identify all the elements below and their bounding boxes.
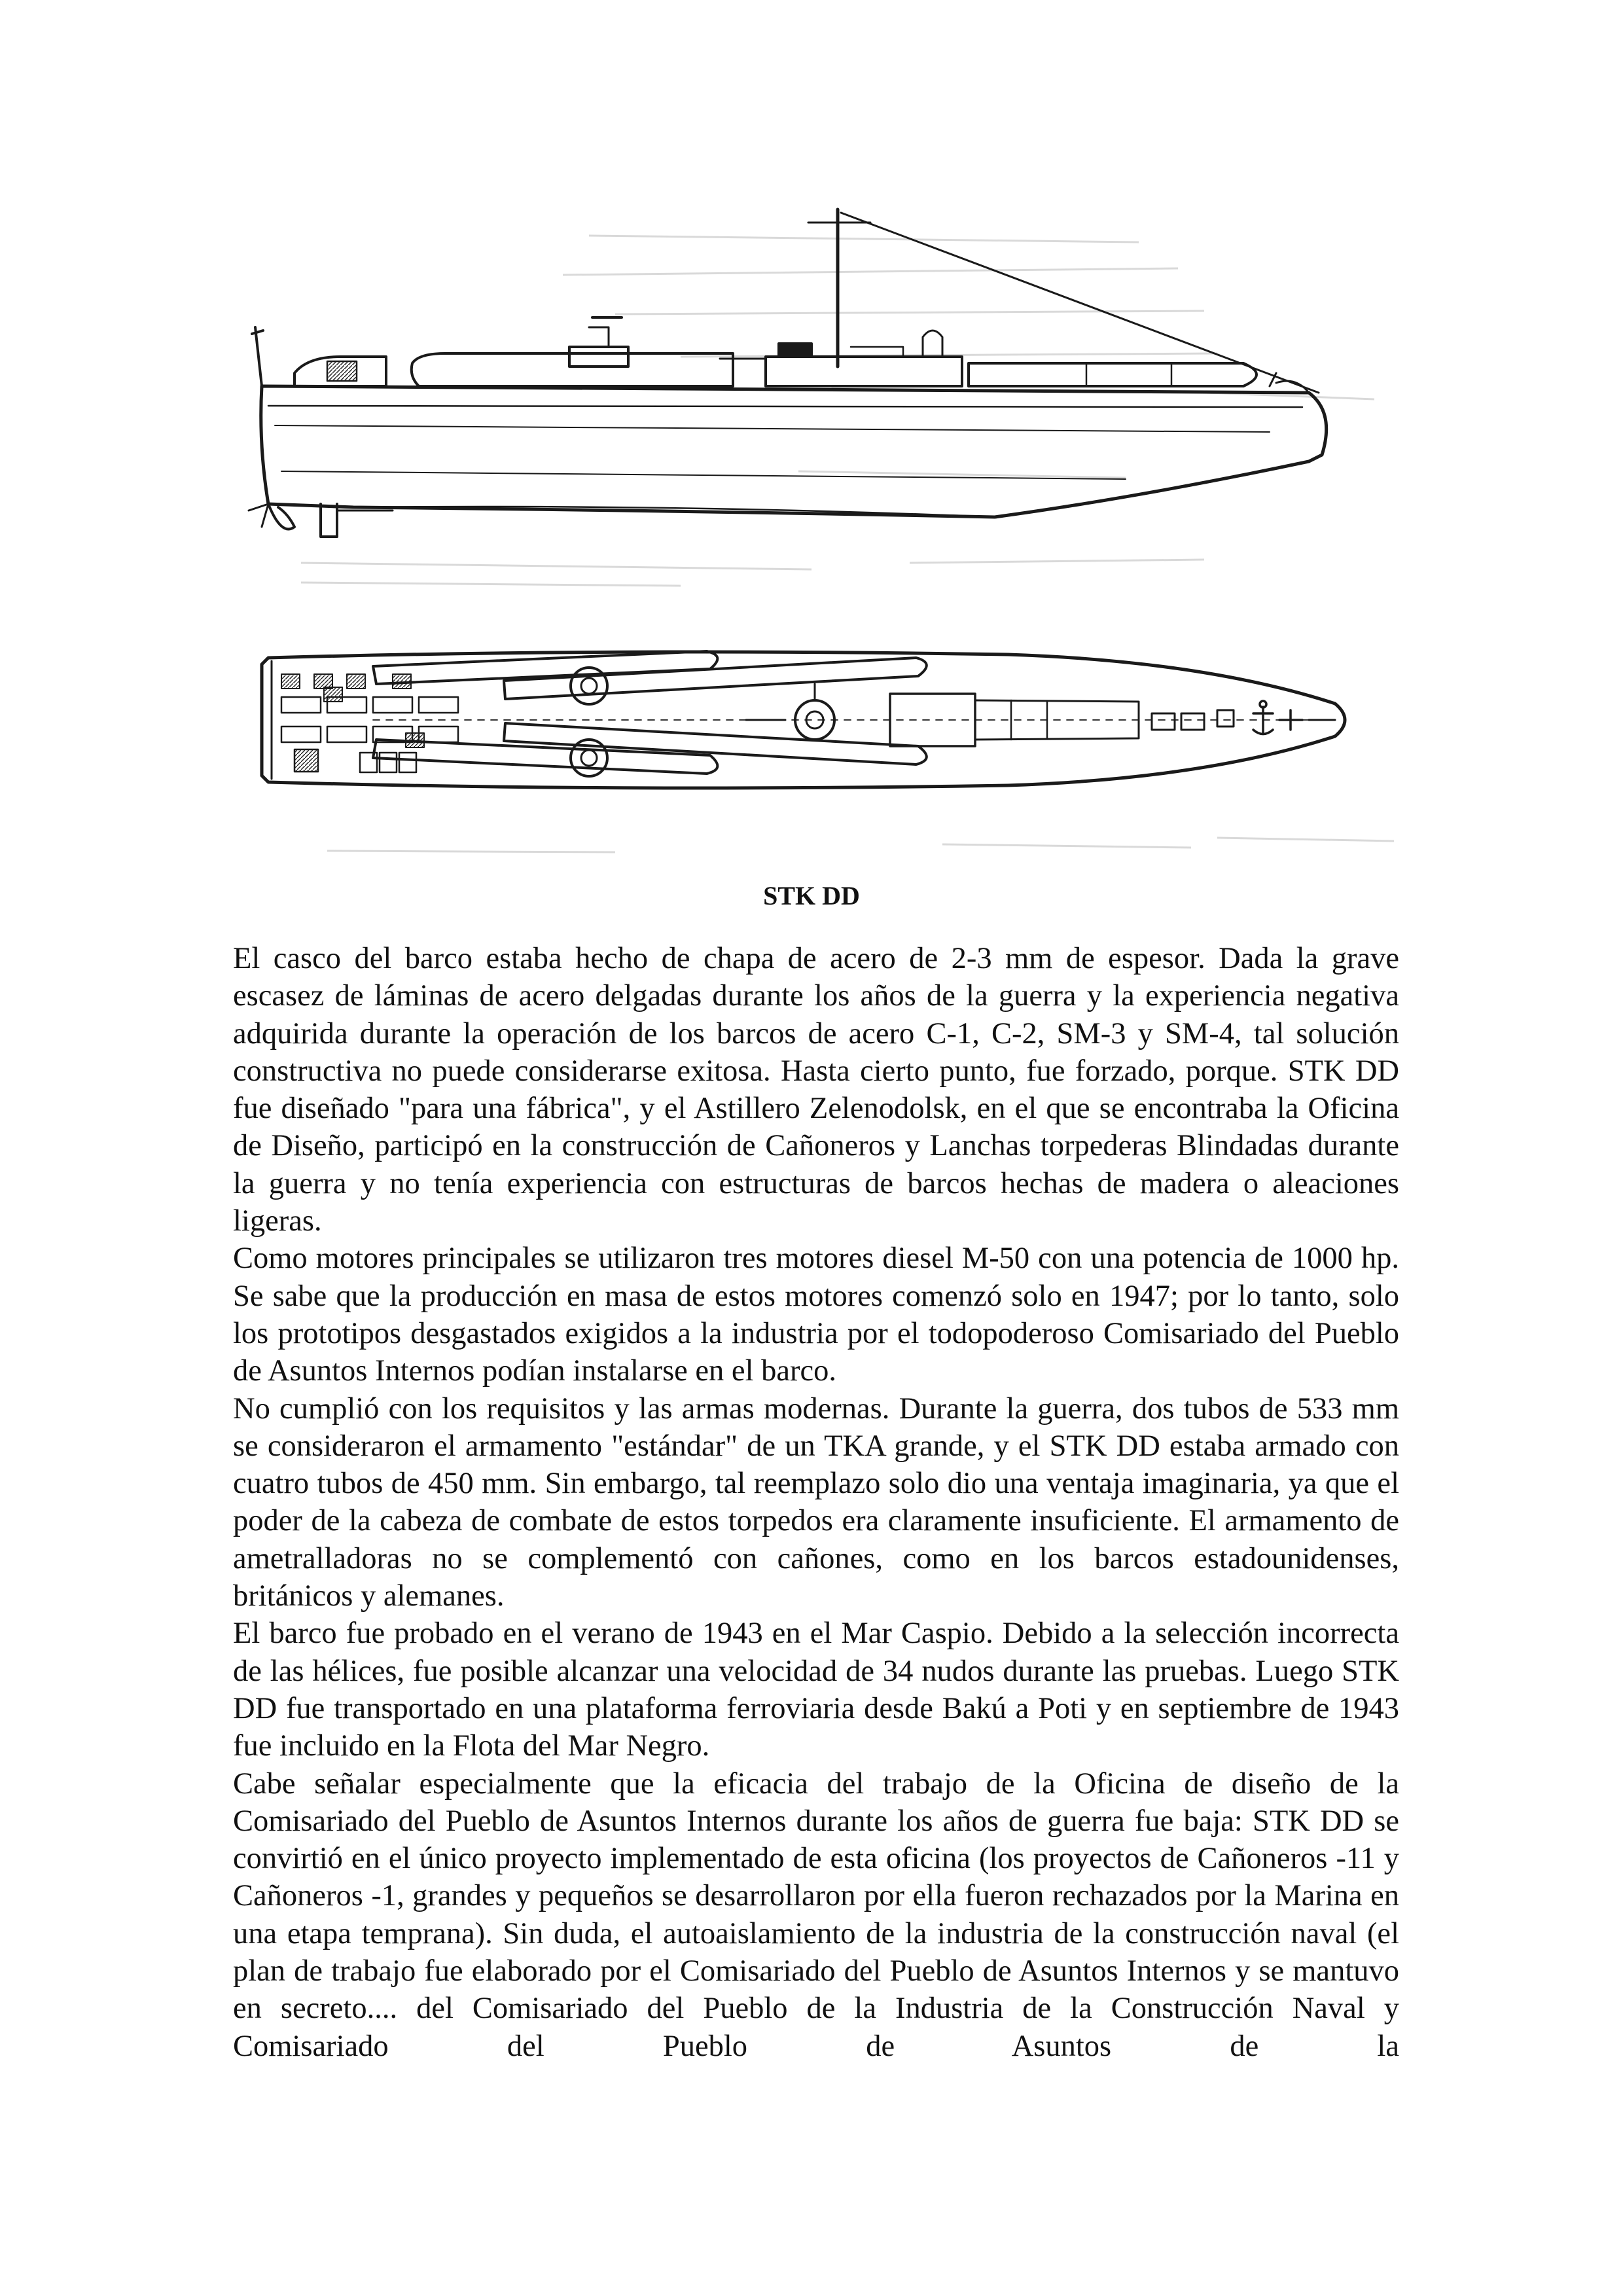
paragraph-5: Cabe señalar especialmente que la eficacia del trabajo de la Oficina de diseño de la Comisariado del Pueblo de Asuntos Internos durante los años de guerra fue baja: STK DD se convirtió en el único proyecto implementado de esta oficina (los proyectos de Cañoneros -11 y Cañoneros -1, grandes y pequeños se desarrollaron por ella fueron rechazados por la Marina en una etapa temprana). Sin duda, el autoaislamiento de la industria de la construcción naval (el plan de trabajo fue elaborado por el Comisariado del Pueblo de Asuntos Internos y se mantuvo en secreto.... del Comisariado del Pueblo de la Industria de la Construcción Naval y Comisariado del Pueblo de Asuntos de la bbox=[233, 1767, 1399, 2063]
paragraph-3: No cumplió con los requisitos y las armas modernas. Durante la guerra, dos tubos de 533 mm se consideraron el armamento "estándar" de un TKA grande, y el STK DD estaba armado con cuatro tubos de 450 mm. Sin embargo, tal reemplazo solo dio una ventaja imaginaria, ya que el poder de la cabeza de combate de estos torpedos era claramente insuficiente. El armamento de ametralladoras no se complementó con cañones, como en los barcos estadounidenses, británicos y alemanes. bbox=[233, 1391, 1399, 1613]
figure-caption: STK DD bbox=[763, 881, 860, 910]
torpedo-tube-plan-4 bbox=[504, 723, 927, 764]
body-text bbox=[233, 940, 1399, 2065]
forward-hatches bbox=[1152, 713, 1204, 730]
torpedo-tube-side-aft bbox=[412, 353, 733, 386]
torpedo-tube-side-fwd bbox=[969, 363, 1257, 386]
rudder bbox=[321, 504, 337, 537]
ship-drawing-figure bbox=[223, 196, 1414, 877]
side-elevation-drawing bbox=[249, 209, 1327, 537]
aft-hatch-hatched bbox=[327, 361, 357, 381]
propeller bbox=[268, 504, 294, 529]
flagstaff bbox=[252, 327, 263, 386]
deck-outline bbox=[262, 652, 1345, 788]
paragraph-2: Como motores principales se utilizaron tres motores diesel M-50 con una potencia de 1000 hp. Se sabe que la producción en masa de estos motores comenzó solo en 1947; por lo tanto, solo los prototipos desgastados exigidos a la industria por el todopoderoso Comisariado del Pueblo de Asuntos Internos podían instalarse en el barco. bbox=[233, 1242, 1399, 1388]
gun-mount-plan-3 bbox=[795, 700, 834, 740]
gun-tub-mid bbox=[569, 347, 628, 367]
bridge-structure bbox=[766, 357, 962, 386]
paragraph-1: El casco del barco estaba hecho de chapa de acero de 2-3 mm de espesor. Dada la grave escasez de láminas de acero delgadas durante los años de la guerra y la experiencia negativa adquirida durante la operación de los barcos de acero C-1, C-2, SM-3 y SM-4, tal solución constructiva no puede considerarse exitosa. Hasta cierto punto, fue forzado, porque. STK DD fue diseñado "para una fábrica", y el Astillero Zelenodolsk, en el que se encontraba la Oficina de Diseño, participó en la construcción de Cañoneros y Lanchas torpederas Blindadas durante la guerra y no tenía experiencia con estructuras de barcos hechas de madera o aleaciones ligeras. bbox=[233, 942, 1399, 1238]
anchor-icon bbox=[1253, 701, 1273, 734]
stk-dd-drawing bbox=[223, 196, 1414, 877]
plan-view-drawing bbox=[262, 651, 1345, 788]
paragraph-4: El barco fue probado en el verano de 1943 en el Mar Caspio. Debido a la selección incorrecta de las hélices, fue posible alcanzar una velocidad de 34 nudos durante las pruebas. Luego STK DD fue transportado en una plataforma ferroviaria desde Bakú a Poti y en septiembre de 1943 fue incluido en la Flota del Mar Negro. bbox=[233, 1617, 1399, 1763]
aft-deck-fittings bbox=[281, 674, 458, 772]
